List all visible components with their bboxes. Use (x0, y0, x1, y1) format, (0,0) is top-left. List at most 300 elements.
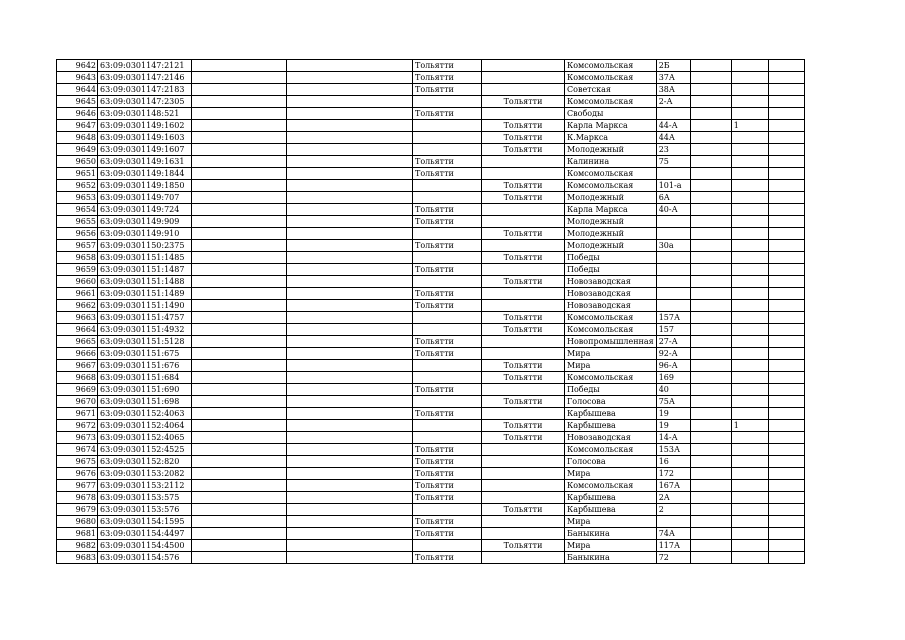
cadastral-number-cell: 63:09:0301151:690 (98, 384, 192, 396)
empty-cell (768, 372, 804, 384)
empty-cell (192, 372, 287, 384)
row-number-cell: 9660 (57, 276, 98, 288)
locality-cell (482, 528, 565, 540)
table-row (57, 492, 805, 504)
house-number-cell (656, 216, 690, 228)
row-number-cell: 9665 (57, 336, 98, 348)
empty-cell (690, 60, 731, 72)
table-row (57, 324, 805, 336)
flag-cell (731, 384, 768, 396)
empty-cell (287, 324, 413, 336)
flag-cell (731, 180, 768, 192)
flag-cell (731, 444, 768, 456)
empty-cell (192, 216, 287, 228)
table-row (57, 480, 805, 492)
flag-cell (731, 228, 768, 240)
house-number-cell: 23 (656, 144, 690, 156)
row-number-cell: 9646 (57, 108, 98, 120)
locality-cell (482, 348, 565, 360)
empty-cell (690, 264, 731, 276)
empty-cell (768, 120, 804, 132)
row-number-cell: 9681 (57, 528, 98, 540)
city-cell: Тольятти (413, 300, 482, 312)
flag-cell (731, 276, 768, 288)
city-cell: Тольятти (413, 456, 482, 468)
empty-cell (192, 132, 287, 144)
cadastral-number-cell: 63:09:0301149:1850 (98, 180, 192, 192)
locality-cell (482, 264, 565, 276)
empty-cell (768, 396, 804, 408)
empty-cell (287, 72, 413, 84)
empty-cell (192, 456, 287, 468)
empty-cell (192, 252, 287, 264)
empty-cell (287, 396, 413, 408)
flag-cell (731, 492, 768, 504)
table-row (57, 72, 805, 84)
row-number-cell: 9642 (57, 60, 98, 72)
table-row (57, 336, 805, 348)
locality-cell: Тольятти (482, 360, 565, 372)
locality-cell: Тольятти (482, 504, 565, 516)
table-row (57, 360, 805, 372)
table-row (57, 228, 805, 240)
locality-cell (482, 168, 565, 180)
empty-cell (287, 228, 413, 240)
row-number-cell: 9671 (57, 408, 98, 420)
locality-cell (482, 384, 565, 396)
street-cell: Карбышева (565, 492, 657, 504)
street-cell: Новозаводская (565, 276, 657, 288)
city-cell (413, 432, 482, 444)
table-row (57, 144, 805, 156)
table-row (57, 204, 805, 216)
empty-cell (690, 408, 731, 420)
empty-cell (690, 480, 731, 492)
street-cell: Новопромышленная (565, 336, 657, 348)
table-row (57, 444, 805, 456)
empty-cell (768, 468, 804, 480)
flag-cell (731, 132, 768, 144)
cadastral-number-cell: 63:09:0301151:676 (98, 360, 192, 372)
empty-cell (192, 120, 287, 132)
empty-cell (192, 108, 287, 120)
city-cell (413, 372, 482, 384)
locality-cell (482, 456, 565, 468)
empty-cell (192, 300, 287, 312)
table-row (57, 108, 805, 120)
house-number-cell: 6А (656, 192, 690, 204)
empty-cell (192, 84, 287, 96)
house-number-cell (656, 228, 690, 240)
empty-cell (768, 336, 804, 348)
empty-cell (768, 252, 804, 264)
empty-cell (690, 432, 731, 444)
empty-cell (287, 252, 413, 264)
flag-cell (731, 396, 768, 408)
cadastral-number-cell: 63:09:0301151:4932 (98, 324, 192, 336)
cadastral-number-cell: 63:09:0301149:1631 (98, 156, 192, 168)
house-number-cell: 172 (656, 468, 690, 480)
cadastral-number-cell: 63:09:0301151:1485 (98, 252, 192, 264)
cadastral-number-cell: 63:09:0301151:1489 (98, 288, 192, 300)
house-number-cell: 2А (656, 492, 690, 504)
city-cell: Тольятти (413, 468, 482, 480)
empty-cell (287, 420, 413, 432)
cadastral-number-cell: 63:09:0301152:820 (98, 456, 192, 468)
street-cell: Баныкина (565, 528, 657, 540)
empty-cell (690, 216, 731, 228)
flag-cell (731, 372, 768, 384)
table-row (57, 504, 805, 516)
flag-cell (731, 528, 768, 540)
empty-cell (690, 396, 731, 408)
row-number-cell: 9648 (57, 132, 98, 144)
empty-cell (690, 288, 731, 300)
cadastral-number-cell: 63:09:0301149:1602 (98, 120, 192, 132)
empty-cell (690, 276, 731, 288)
cadastral-number-cell: 63:09:0301154:1595 (98, 516, 192, 528)
empty-cell (287, 456, 413, 468)
locality-cell (482, 72, 565, 84)
empty-cell (287, 84, 413, 96)
locality-cell (482, 336, 565, 348)
empty-cell (192, 324, 287, 336)
cadastral-number-cell: 63:09:0301153:2082 (98, 468, 192, 480)
house-number-cell: 157 (656, 324, 690, 336)
cadastral-number-cell: 63:09:0301149:1603 (98, 132, 192, 144)
row-number-cell: 9673 (57, 432, 98, 444)
flag-cell (731, 552, 768, 564)
locality-cell (482, 480, 565, 492)
empty-cell (192, 60, 287, 72)
table-row (57, 84, 805, 96)
city-cell (413, 360, 482, 372)
empty-cell (690, 96, 731, 108)
empty-cell (287, 384, 413, 396)
row-number-cell: 9645 (57, 96, 98, 108)
locality-cell (482, 288, 565, 300)
cadastral-number-cell: 63:09:0301148:521 (98, 108, 192, 120)
house-number-cell: 40 (656, 384, 690, 396)
cadastral-number-cell: 63:09:0301152:4063 (98, 408, 192, 420)
flag-cell (731, 324, 768, 336)
empty-cell (192, 240, 287, 252)
row-number-cell: 9675 (57, 456, 98, 468)
empty-cell (192, 312, 287, 324)
empty-cell (768, 60, 804, 72)
house-number-cell: 19 (656, 408, 690, 420)
empty-cell (287, 372, 413, 384)
house-number-cell: 96-А (656, 360, 690, 372)
house-number-cell: 2 (656, 504, 690, 516)
street-cell: Карбышева (565, 408, 657, 420)
flag-cell (731, 252, 768, 264)
empty-cell (690, 384, 731, 396)
flag-cell (731, 108, 768, 120)
empty-cell (192, 144, 287, 156)
row-number-cell: 9678 (57, 492, 98, 504)
empty-cell (768, 144, 804, 156)
row-number-cell: 9674 (57, 444, 98, 456)
locality-cell (482, 408, 565, 420)
row-number-cell: 9661 (57, 288, 98, 300)
empty-cell (287, 552, 413, 564)
flag-cell (731, 60, 768, 72)
locality-cell: Тольятти (482, 372, 565, 384)
cadastral-number-cell: 63:09:0301151:675 (98, 348, 192, 360)
house-number-cell: 44-А (656, 120, 690, 132)
row-number-cell: 9668 (57, 372, 98, 384)
cadastral-number-cell: 63:09:0301149:1844 (98, 168, 192, 180)
table-row (57, 384, 805, 396)
city-cell: Тольятти (413, 240, 482, 252)
empty-cell (768, 480, 804, 492)
house-number-cell: 37А (656, 72, 690, 84)
empty-cell (192, 432, 287, 444)
locality-cell: Тольятти (482, 252, 565, 264)
city-cell: Тольятти (413, 336, 482, 348)
cadastral-number-cell: 63:09:0301153:575 (98, 492, 192, 504)
empty-cell (192, 264, 287, 276)
cadastral-number-cell: 63:09:0301149:910 (98, 228, 192, 240)
city-cell (413, 96, 482, 108)
flag-cell (731, 504, 768, 516)
locality-cell (482, 240, 565, 252)
empty-cell (768, 96, 804, 108)
empty-cell (287, 120, 413, 132)
street-cell: К.Маркса (565, 132, 657, 144)
locality-cell: Тольятти (482, 120, 565, 132)
empty-cell (690, 504, 731, 516)
city-cell (413, 396, 482, 408)
empty-cell (192, 540, 287, 552)
table-row (57, 276, 805, 288)
empty-cell (287, 468, 413, 480)
table-row (57, 192, 805, 204)
empty-cell (192, 528, 287, 540)
flag-cell: 1 (731, 420, 768, 432)
street-cell: Комсомольская (565, 480, 657, 492)
street-cell: Комсомольская (565, 324, 657, 336)
empty-cell (690, 84, 731, 96)
row-number-cell: 9651 (57, 168, 98, 180)
empty-cell (192, 504, 287, 516)
empty-cell (287, 312, 413, 324)
locality-cell (482, 60, 565, 72)
city-cell: Тольятти (413, 480, 482, 492)
empty-cell (192, 360, 287, 372)
empty-cell (192, 156, 287, 168)
city-cell: Тольятти (413, 204, 482, 216)
locality-cell: Тольятти (482, 228, 565, 240)
flag-cell (731, 204, 768, 216)
flag-cell (731, 312, 768, 324)
cadastral-number-cell: 63:09:0301147:2305 (98, 96, 192, 108)
cadastral-number-cell: 63:09:0301150:2375 (98, 240, 192, 252)
street-cell: Молодежный (565, 144, 657, 156)
table-row (57, 180, 805, 192)
flag-cell (731, 216, 768, 228)
empty-cell (768, 324, 804, 336)
flag-cell (731, 348, 768, 360)
empty-cell (768, 276, 804, 288)
city-cell: Тольятти (413, 264, 482, 276)
empty-cell (690, 336, 731, 348)
empty-cell (768, 204, 804, 216)
row-number-cell: 9669 (57, 384, 98, 396)
empty-cell (690, 180, 731, 192)
empty-cell (768, 384, 804, 396)
flag-cell (731, 144, 768, 156)
street-cell: Комсомольская (565, 444, 657, 456)
flag-cell (731, 156, 768, 168)
locality-cell (482, 492, 565, 504)
empty-cell (768, 516, 804, 528)
table-row (57, 96, 805, 108)
locality-cell (482, 204, 565, 216)
row-number-cell: 9656 (57, 228, 98, 240)
empty-cell (287, 432, 413, 444)
cadastral-number-cell: 63:09:0301151:4757 (98, 312, 192, 324)
empty-cell (690, 108, 731, 120)
empty-cell (287, 180, 413, 192)
empty-cell (768, 192, 804, 204)
empty-cell (287, 504, 413, 516)
row-number-cell: 9662 (57, 300, 98, 312)
house-number-cell (656, 288, 690, 300)
city-cell: Тольятти (413, 168, 482, 180)
street-cell: Комсомольская (565, 60, 657, 72)
locality-cell (482, 468, 565, 480)
city-cell: Тольятти (413, 60, 482, 72)
flag-cell (731, 96, 768, 108)
empty-cell (690, 252, 731, 264)
empty-cell (690, 192, 731, 204)
empty-cell (287, 480, 413, 492)
empty-cell (287, 204, 413, 216)
house-number-cell: 75А (656, 396, 690, 408)
row-number-cell: 9679 (57, 504, 98, 516)
city-cell (413, 324, 482, 336)
flag-cell (731, 468, 768, 480)
cadastral-number-cell: 63:09:0301151:684 (98, 372, 192, 384)
empty-cell (287, 192, 413, 204)
flag-cell (731, 264, 768, 276)
street-cell: Баныкина (565, 552, 657, 564)
empty-cell (192, 180, 287, 192)
empty-cell (287, 288, 413, 300)
row-number-cell: 9659 (57, 264, 98, 276)
empty-cell (690, 468, 731, 480)
city-cell (413, 504, 482, 516)
street-cell: Карбышева (565, 420, 657, 432)
empty-cell (768, 108, 804, 120)
cadastral-number-cell: 63:09:0301149:1607 (98, 144, 192, 156)
house-number-cell (656, 252, 690, 264)
row-number-cell: 9653 (57, 192, 98, 204)
empty-cell (768, 348, 804, 360)
empty-cell (287, 444, 413, 456)
house-number-cell: 38А (656, 84, 690, 96)
flag-cell (731, 408, 768, 420)
empty-cell (287, 408, 413, 420)
table-row (57, 120, 805, 132)
empty-cell (287, 276, 413, 288)
city-cell: Тольятти (413, 408, 482, 420)
locality-cell (482, 156, 565, 168)
table-row (57, 408, 805, 420)
empty-cell (192, 384, 287, 396)
empty-cell (192, 492, 287, 504)
house-number-cell (656, 168, 690, 180)
locality-cell (482, 516, 565, 528)
table-row (57, 132, 805, 144)
registry-table (56, 59, 805, 564)
empty-cell (192, 444, 287, 456)
row-number-cell: 9666 (57, 348, 98, 360)
table-row (57, 552, 805, 564)
locality-cell (482, 84, 565, 96)
table-row (57, 528, 805, 540)
city-cell (413, 144, 482, 156)
flag-cell: 1 (731, 120, 768, 132)
empty-cell (192, 408, 287, 420)
house-number-cell: 40-А (656, 204, 690, 216)
city-cell (413, 540, 482, 552)
table-row (57, 468, 805, 480)
cadastral-number-cell: 63:09:0301154:4500 (98, 540, 192, 552)
locality-cell (482, 216, 565, 228)
empty-cell (690, 168, 731, 180)
city-cell: Тольятти (413, 552, 482, 564)
street-cell: Комсомольская (565, 168, 657, 180)
empty-cell (690, 312, 731, 324)
empty-cell (690, 420, 731, 432)
locality-cell: Тольятти (482, 432, 565, 444)
empty-cell (287, 540, 413, 552)
house-number-cell: 27-А (656, 336, 690, 348)
empty-cell (287, 336, 413, 348)
empty-cell (287, 132, 413, 144)
street-cell: Карла Маркса (565, 204, 657, 216)
empty-cell (690, 120, 731, 132)
table-row (57, 264, 805, 276)
street-cell: Калинина (565, 156, 657, 168)
cadastral-number-cell: 63:09:0301154:4497 (98, 528, 192, 540)
city-cell: Тольятти (413, 444, 482, 456)
empty-cell (287, 492, 413, 504)
street-cell: Молодежный (565, 240, 657, 252)
empty-cell (768, 312, 804, 324)
empty-cell (768, 264, 804, 276)
row-number-cell: 9683 (57, 552, 98, 564)
table-row (57, 252, 805, 264)
street-cell: Мира (565, 540, 657, 552)
house-number-cell (656, 516, 690, 528)
table-row (57, 300, 805, 312)
house-number-cell (656, 300, 690, 312)
table-row (57, 372, 805, 384)
empty-cell (768, 420, 804, 432)
house-number-cell: 75 (656, 156, 690, 168)
empty-cell (768, 156, 804, 168)
flag-cell (731, 240, 768, 252)
row-number-cell: 9649 (57, 144, 98, 156)
house-number-cell: 153А (656, 444, 690, 456)
empty-cell (287, 60, 413, 72)
empty-cell (690, 156, 731, 168)
city-cell: Тольятти (413, 156, 482, 168)
